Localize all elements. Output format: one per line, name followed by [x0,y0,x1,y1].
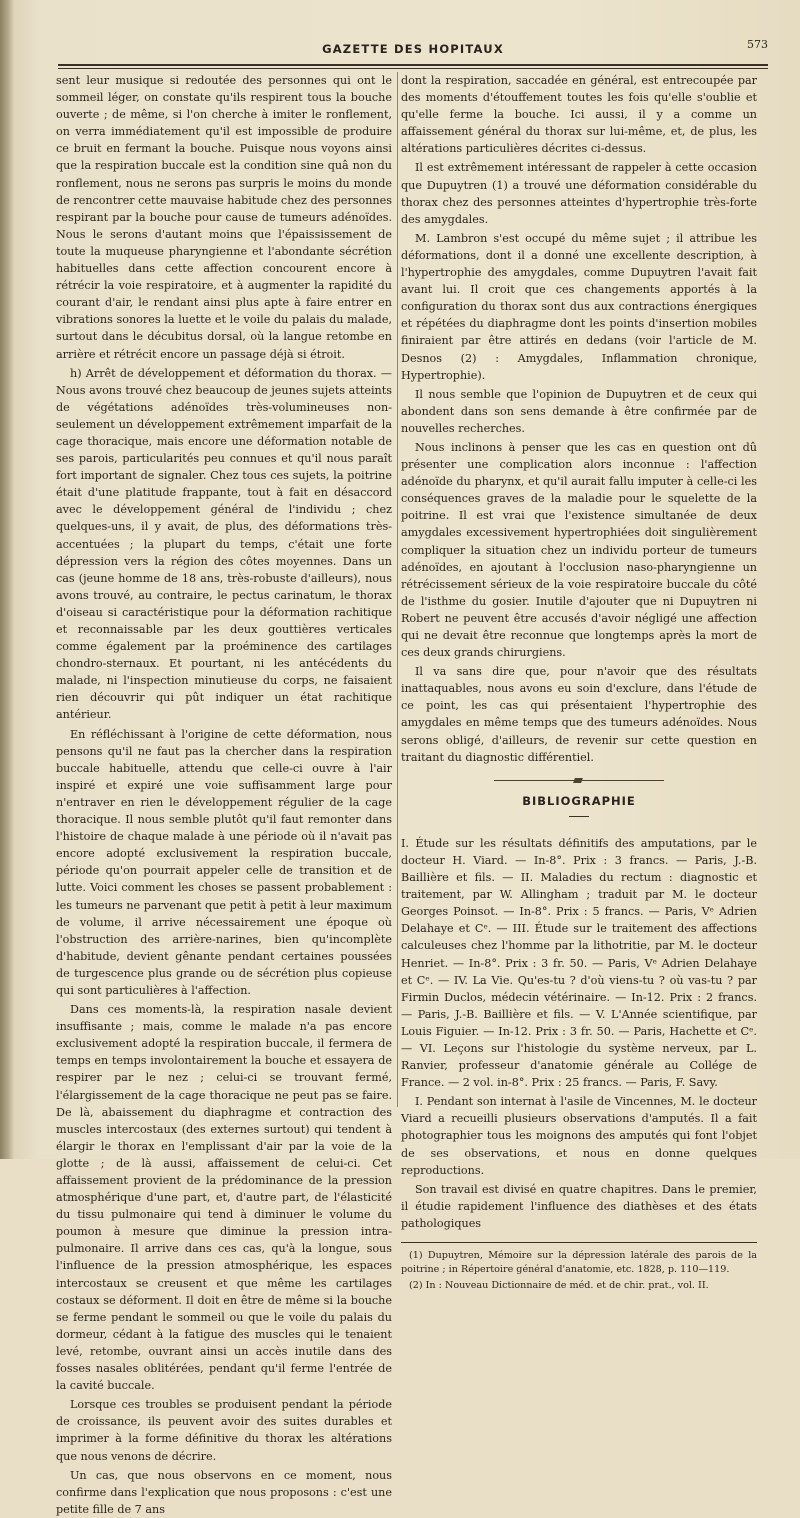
paragraph: Il nous semble que l'opinion de Dupuytren et de ceux qui abondent dans son sens demande à être confirmée par de nouvelles recherches. [401,387,757,435]
footnote-rule [401,1242,757,1243]
paragraph: En réfléchissant à l'origine de cette déformation, nous pensons qu'il ne faut pas la chercher dans la respiration buccale habituelle, attendu que celle-ci ouvre à l'air inspiré et expiré une voie suffisamment large pour n'entraver en rien le développement régulier de la cage thoracique. Il nous semble plutôt qu'il faut remonter dans l'histoire de chaque malade à une période où il n'avait pas encore adopté exclusivement la respiration buccale, période qu'on pourrait appeler celle de transition et de lutte. Voici comment les choses se passent probablement : les tumeurs ne parvenant que petit à petit à leur maximum de volume, il arrive nécessairement une époque où l'obstruction des arrière-narines, bien qu'incomplète d'habitude, devient gênante pendant certaines poussées de turgescence plus grande ou de sécrétion plus copieuse qui sont particulières à l'affection. [56,727,392,997]
paragraph: Nous inclinons à penser que les cas en question ont dû présenter une complication alors inconnue : l'affection adénoïde du pharynx, et qu'il aurait fallu imputer à celle-ci les conséquences graves de la maladie pour le squelette de la poitrine. Il est vrai que l'existence simultanée de deux amygdales excessivement hypertrophiées doit singulièrement compliquer la situation chez un individu porteur de tumeurs adénoïdes, en ajoutant à l'occlusion naso-pharyngienne un rétrécissement sérieux de la voie respiratoire buccale du côté de l'isthme du gosier. Inutile d'ajouter que ni Dupuytren ni Robert ne peuvent être accusés d'avoir négligé une affection qui ne devait être reconnue que longtemps après la mort de ces deux grands chirurgiens. [401,440,757,660]
journal-title: GAZETTE DES HOPITAUX [322,42,504,56]
paragraph: h) Arrêt de développement et déformation du thorax. — Nous avons trouvé chez beaucoup de jeunes sujets atteints de végétations adénoïdes très-volumineuses non-seulement un développement extrêmement imparfait de la cage thoracique, mais encore une déformation notable de ses parois, particularités peu connues et qu'il nous paraît fort important de signaler. Chez tous ces sujets, la poitrine était d'une platitude frappante, tout à fait en désaccord avec le développement général de l'individu ; chez quelques-uns, il y avait, de plus, des déformations très-accentuées ; la plupart du temps, c'était une forte dépression vers la région des côtes moyennes. Dans un cas (jeune homme de 18 ans, très-robuste d'ailleurs), nous avons trouvé, au contraire, le pectus carinatum, le thorax d'oiseau si caractéristique pour la déformation rachitique et reconnaissable par les deux gouttières verticales comme également par la proéminence des cartilages chondro-sternaux. Et pourtant, ni les antécédents du malade, ni l'inspection minutieuse du corps, ne faisaient rien découvrir qui pût indiquer un état rachitique antérieur. [56,366,392,722]
page-number: 573 [747,38,768,51]
footnote: (2) In : Nouveau Dictionnaire de méd. et de chir. prat., vol. II. [409,1280,709,1291]
footnotes [401,1249,757,1293]
paragraph: Son travail est divisé en quatre chapitres. Dans le premier, il étudie rapidement l'influence des diathèses et des états pathologiques [401,1182,757,1230]
paragraph: Lorsque ces troubles se produisent pendant la période de croissance, ils peuvent avoir des suites durables et imprimer à la forme définitive du thorax les altérations que nous venons de décrire. [56,1398,392,1463]
header-rule [58,64,768,69]
page-header [58,38,768,62]
right-column [401,72,757,1293]
paragraph: Dans ces moments-là, la respiration nasale devient insuffisante ; mais, comme le malade n'a pas encore exclusivement adopté la respiration buccale, il fermera de temps en temps involontairement la bouche et essayera de respirer par le nez ; celui-ci se trouvant fermé, l'élargissement de la cage thoracique ne peut pas se faire. De là, abaissement du diaphragme et contraction des muscles intercostaux (des externes surtout) qui tendent à élargir le thorax en l'emplissant d'air par la voie de la glotte ; de là aussi, affaissement de celui-ci. Cet affaissement provient de la prédominance de la pression atmosphérique d'une part, et, d'autre part, de l'élasticité du tissu pulmonaire qui tend à diminuer le volume du poumon à mesure que diminue la pression intra-pulmonaire. Il arrive dans ces cas, qu'à la longue, sous l'influence de la pression atmosphérique, les espaces intercostaux se creusent et que même les cartilages costaux se déforment. Il doit en être de même si la bouche se ferme pendant le sommeil ou que le voile du palais du dormeur, cédant à la fatigue des muscles qui le tenaient levé, retombe, ouvrant ainsi un accès inutile dans des fosses nasales oblitérées, pendant qu'il ferme l'entrée de la cavité buccale. [56,1003,392,1393]
page-binding-edge [0,0,14,1159]
heading-rule [569,816,589,817]
paragraph: dont la respiration, saccadée en général, est entrecoupée par des moments d'étouffement toutes les fois qu'elle s'oublie et qu'elle ferme la bouche. Ici aussi, il y a comme un affaissement général du thorax sur lui-même, et, de plus, les altérations particulières décrites ci-dessus. [401,74,757,156]
left-column [56,72,392,1518]
paragraph: Un cas, que nous observons en ce moment, nous confirme dans l'explication que nous proposons : c'est une petite fille de 7 ans [56,1468,392,1516]
footnote: (1) Dupuytren, Mémoire sur la dépression latérale des parois de la poitrine ; in Répertoire général d'anatomie, etc. 1828, p. 110—119. [401,1250,757,1275]
paragraph: M. Lambron s'est occupé du même sujet ; il attribue les déformations, dont il a donné une excellente description, à l'hypertrophie des amygdales, comme Dupuytren l'avait fait avant lui. Il croit que ces changements apportés à la configuration du thorax sont dus aux contractions énergiques et répétées du diaphragme dont les points d'insertion mobiles finiraient par être attirés en dedans (voir l'article de M. Desnos (2) : Amygdales, Inflammation chronique, Hypertrophie). [401,231,757,382]
bibliography-entries: I. Étude sur les résultats définitifs des amputations, par le docteur H. Viard. — In-8°. Prix : 3 francs. — Paris, J.-B. Baillière et fils. — II. Maladies du rectum : diagnostic et traitement, par W. Allingham ; traduit par M. le docteur Georges Poinsot. — In-8°. Prix : 5 francs. — Paris, Vᵉ Adrien Delahaye et Cᵉ. — III. Étude sur le traitement des affections calculeuses chez l'homme par la lithotritie, par M. le docteur Henriet. — In-8°. Prix : 3 fr. 50. — Paris, Vᵉ Adrien Delahaye et Cᵉ. — IV. La Vie. Qu'es-tu ? d'où viens-tu ? où vas-tu ? par Firmin Duclos, médecin vétérinaire. — In-12. Prix : 2 francs. — Paris, J.-B. Baillière et fils. — V. L'Année scientifique, par Louis Figuier. — In-12. Prix : 3 fr. 50. — Paris, Hachette et Cᵉ. — VI. Leçons sur l'histologie du système nerveux, par L. Ranvier, professeur d'anatomie générale au Collége de France. — 2 vol. in-8°. Prix : 25 francs. — Paris, F. Savy. [401,836,757,1090]
bibliography-heading: BIBLIOGRAPHIE [522,793,636,808]
column-divider [397,72,398,1107]
section-separator [494,780,664,781]
paragraph: I. Pendant son internat à l'asile de Vincennes, M. le docteur Viard a recueilli plusieurs observations d'amputés. Il a fait photographier tous les moignons des amputés qui font l'objet de ses observations, et nous en donne quelques reproductions. [401,1095,757,1177]
paragraph: sent leur musique si redoutée des personnes qui ont le sommeil léger, on constate qu'ils respirent tous la bouche ouverte ; de même, si l'on cherche à imiter le ronflement, on verra immédiatement qu'il est impossible de produire ce bruit en fermant la bouche. Puisque nous voyons ainsi que la respiration buccale est la condition sine quâ non du ronflement, nous ne serons pas surpris le moins du monde de rencontrer cette mauvaise habitude chez des personnes respirant par la bouche pour cause de tumeurs adénoïdes. Nous le serons d'autant moins que l'épaississement de toute la muqueuse pharyngienne et l'abondante sécrétion habituelles dans cette affection concourent encore à rétrécir la voie respiratoire, et à augmenter la rapidité du courant d'air, le rendant ainsi plus apte à faire entrer en vibrations sonores la luette et le voile du palais du malade, surtout dans le décubitus dorsal, où la langue retombe en arrière et rétrécit encore un passage déjà si étroit. [56,74,392,361]
paragraph: Il va sans dire que, pour n'avoir que des résultats inattaquables, nous avons eu soin d'exclure, dans l'étude de ce point, les cas qui présentaient l'hypertrophie des amygdales en même temps que des tumeurs adénoïdes. Nous serons obligé, d'ailleurs, de revenir sur cette question en traitant du diagnostic différentiel. [401,665,757,764]
paragraph: Il est extrêmement intéressant de rappeler à cette occasion que Dupuytren (1) a trouvé une déformation considérable du thorax chez des personnes atteintes d'hypertrophie très-forte des amygdales. [401,161,757,226]
